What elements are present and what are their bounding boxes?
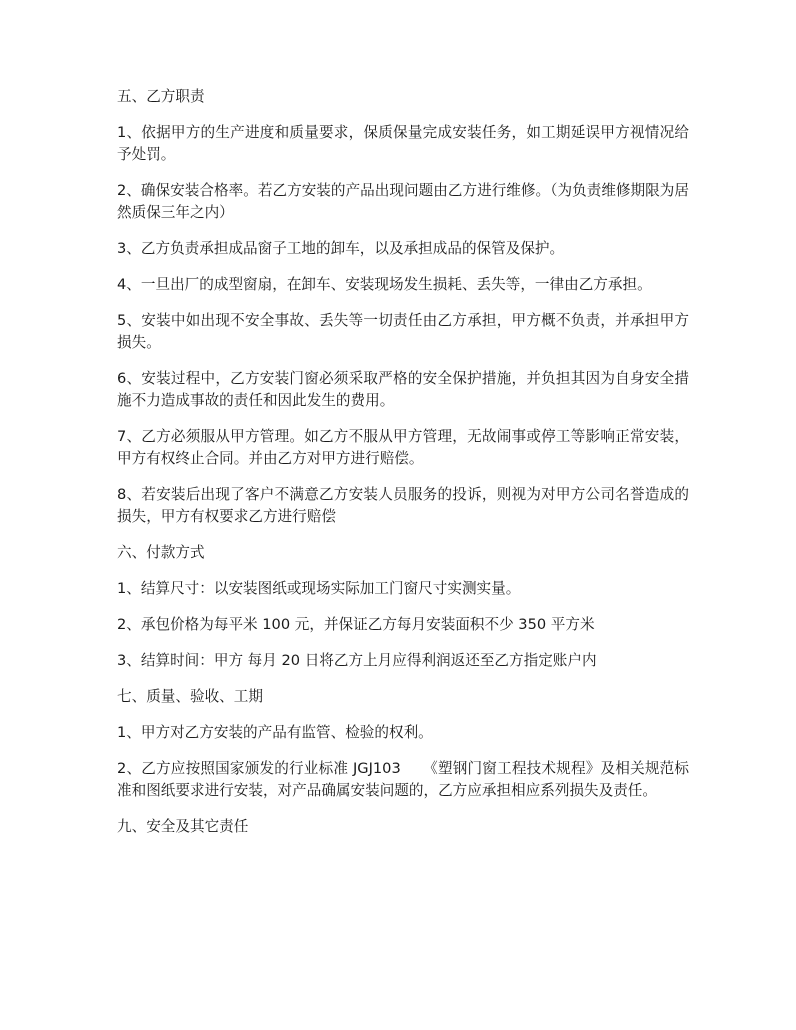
paragraph: 6、安装过程中，乙方安装门窗必须采取严格的安全保护措施，并负担其因为自身安全措施不力造成事故的责任和因此发生的费用。: [117, 370, 689, 409]
paragraph: 2、乙方应按照国家颁发的行业标准 JGJ103 《塑钢门窗工程技术规程》及相关规范标准和图纸要求进行安装，对产品确属安装问题的，乙方应承担相应系列损失及责任。: [117, 760, 689, 799]
paragraph: 1、结算尺寸：以安装图纸或现场实际加工门窗尺寸实测实量。: [117, 580, 521, 597]
paragraph: 1、依据甲方的生产进度和质量要求，保质保量完成安装任务，如工期延误甲方视情况给予处罚。: [117, 124, 689, 163]
paragraph: 3、乙方负责承担成品窗子工地的卸车，以及承担成品的保管及保护。: [117, 240, 565, 257]
paragraph: 2、确保安装合格率。若乙方安装的产品出现问题由乙方进行维修。（为负责维修期限为居然质保三年之内）: [117, 182, 689, 221]
paragraph: 5、安装中如出现不安全事故、丢失等一切责任由乙方承担，甲方概不负责，并承担甲方损失。: [117, 312, 689, 351]
paragraph: 1、甲方对乙方安装的产品有监管、检验的权利。: [117, 724, 433, 741]
paragraph: 7、乙方必须服从甲方管理。如乙方不服从甲方管理，无故闹事或停工等影响正常安装，甲方有权终止合同。并由乙方对甲方进行赔偿。: [117, 428, 689, 467]
section-heading-responsibilities: 五、乙方职责: [117, 88, 205, 105]
paragraph: 2、承包价格为每平米 100 元，并保证乙方每月安装面积不少 350 平方米: [117, 616, 595, 633]
section-heading-quality: 七、质量、验收、工期: [117, 688, 263, 705]
paragraph: 4、一旦出厂的成型窗扇，在卸车、安装现场发生损耗、丢失等，一律由乙方承担。: [117, 276, 652, 293]
section-heading-safety: 九、安全及其它责任: [117, 818, 249, 835]
section-heading-payment: 六、付款方式: [117, 544, 205, 561]
paragraph: 8、若安装后出现了客户不满意乙方安装人员服务的投诉，则视为对甲方公司名誉造成的损失，甲方有权要求乙方进行赔偿: [117, 486, 689, 525]
paragraph: 3、结算时间：甲方 每月 20 日将乙方上月应得利润返还至乙方指定账户内: [117, 652, 597, 669]
document-body: [117, 86, 689, 852]
